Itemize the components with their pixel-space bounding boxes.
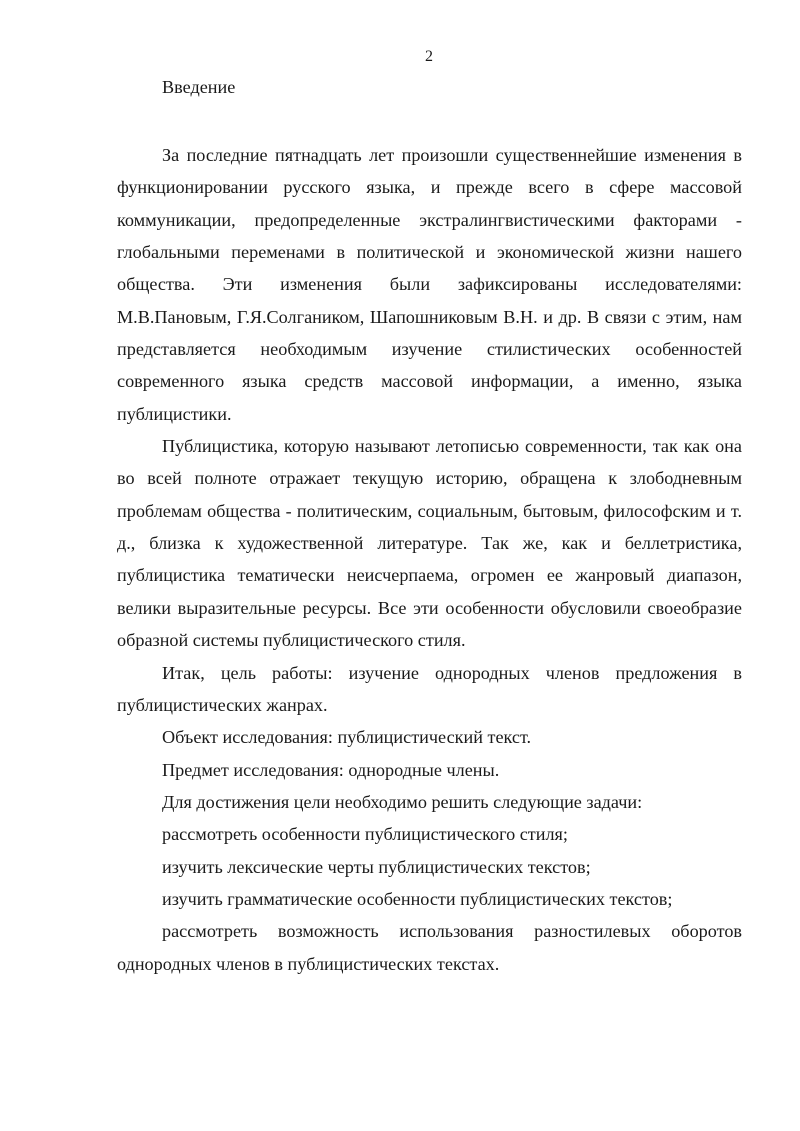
- paragraph-object: Объект исследования: публицистический текст.: [162, 727, 532, 748]
- paragraph-tasks-intro: Для достижения цели необходимо решить следующие задачи:: [162, 791, 643, 812]
- paragraph-subject: Предмет исследования: однородные члены.: [162, 759, 500, 780]
- paragraph-intro: За последние пятнадцать лет произошли существеннейшие изменения в функционировании русского языка, и прежде всего в сфере массовой коммуникации, предопределенные экстралингвистическими факторами - глобальными переменами в политической и экономической жизни нашего общества. Эти изменения были зафиксированы исследователями: М.В.Пановым, Г.Я.Солгаником, Шапошниковым В.Н. и др. В связи с этим, нам представляется необходимым изучение стилистических особенностей современного языка средств массовой информации, а именно, языка публицистики.: [117, 145, 742, 424]
- task-item-constructions: рассмотреть возможность использования разностилевых оборотов однородных членов в публицистических текстах.: [117, 921, 742, 974]
- task-item-lexical: изучить лексические черты публицистических текстов;: [162, 856, 591, 877]
- task-item-style: рассмотреть особенности публицистического стиля;: [162, 824, 568, 845]
- task-item-grammar: изучить грамматические особенности публицистических текстов;: [162, 888, 673, 909]
- page-number: 2: [425, 48, 433, 65]
- document-body: [117, 139, 742, 980]
- section-heading: Введение: [162, 77, 236, 97]
- paragraph-goal: Итак, цель работы: изучение однородных членов предложения в публицистических жанрах.: [117, 662, 742, 715]
- paragraph-publicistics: Публицистика, которую называют летописью современности, так как она во всей полноте отражает текущую историю, обращена к злободневным проблемам общества - политическим, социальным, бытовым, философским и т. д., близка к художественной литературе. Так же, как и беллетристика, публицистика тематически неисчерпаема, огромен ее жанровый диапазон, велики выразительные ресурсы. Все эти особенности обусловили своеобразие образной системы публицистического стиля.: [117, 436, 742, 651]
